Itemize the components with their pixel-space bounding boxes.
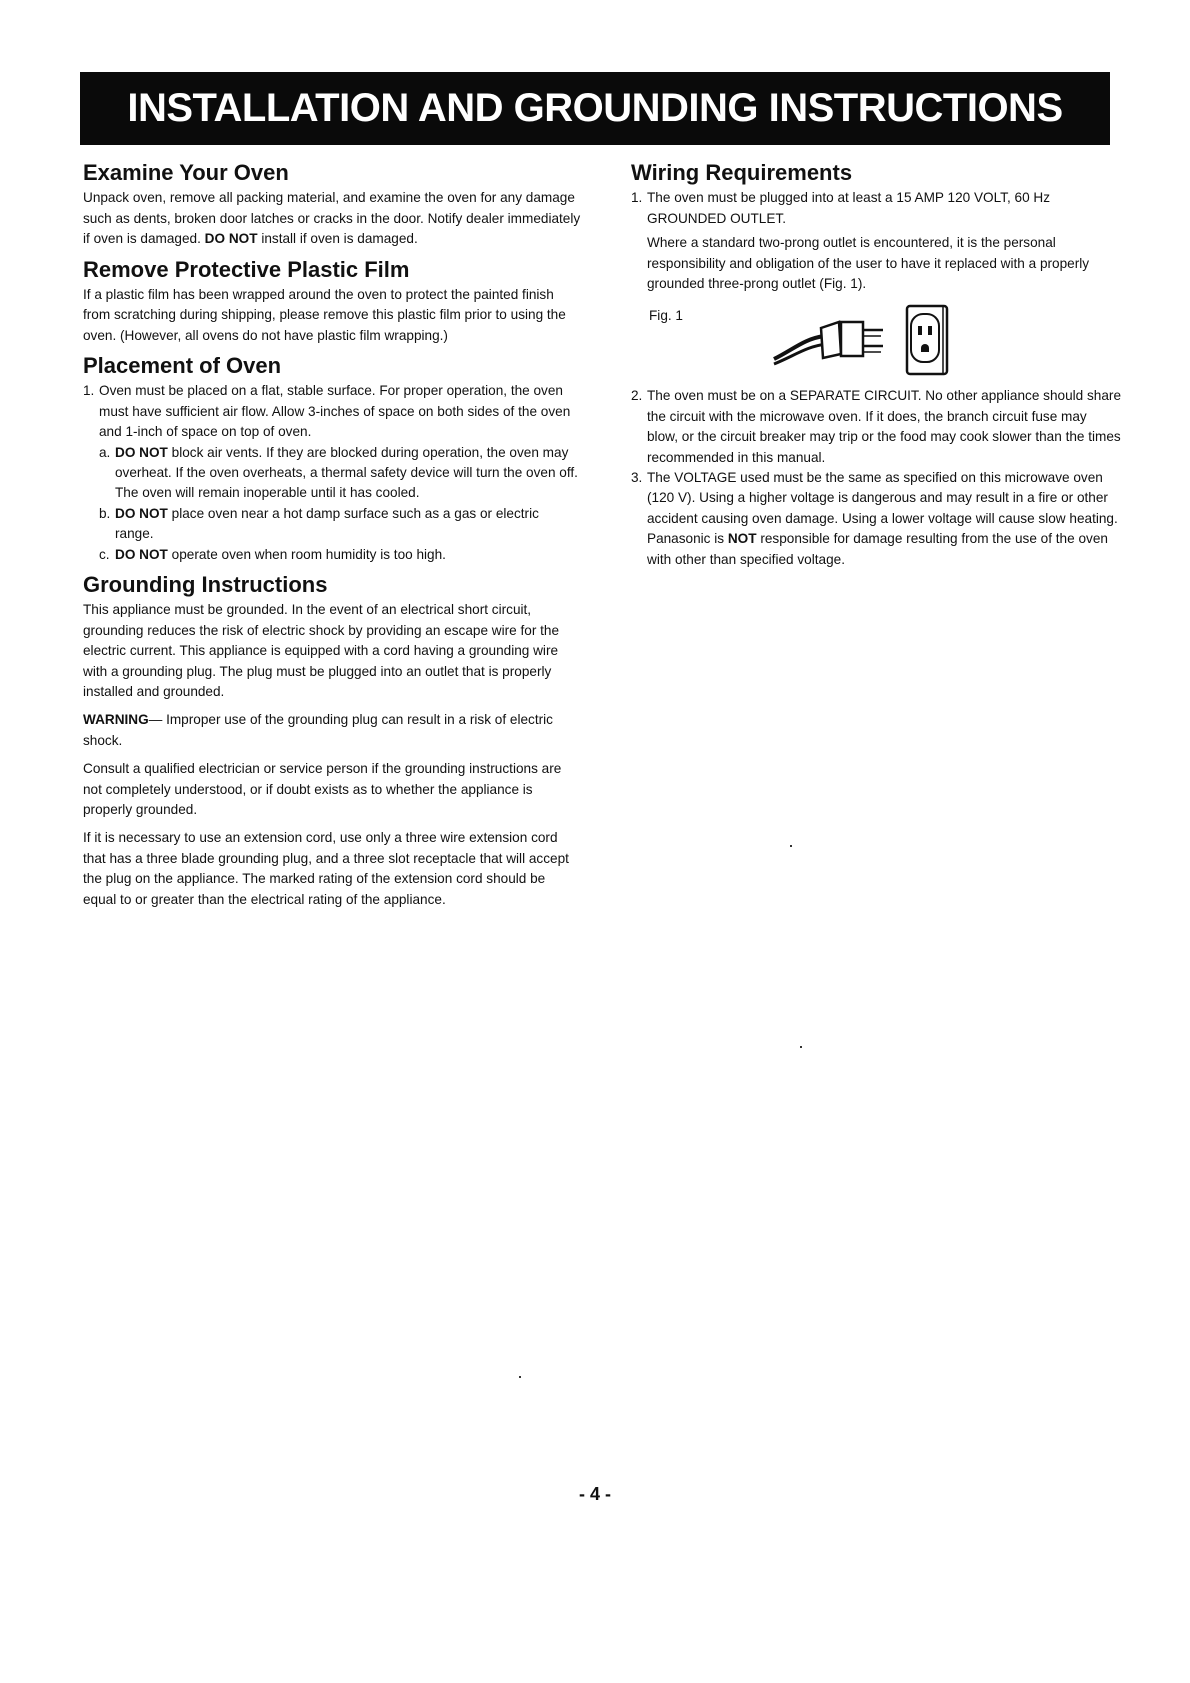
placement-list [83,381,581,565]
heading-wiring: Wiring Requirements [631,160,853,185]
sub-b-text: place oven near a hot damp surface such as a gas or electric range. [115,505,539,542]
warning-text: — Improper use of the grounding plug can result in a risk of electric shock. [83,712,553,748]
examine-bold: DO NOT [204,231,258,247]
heading-film: Remove Protective Plastic Film [83,256,410,282]
placement-item-1 [83,381,581,565]
heading-placement: Placement of Oven [83,353,282,379]
wiring-item-1 [631,188,1121,294]
sub-a-text: block air vents. If they are blocked during operation, the oven may overheat. If the oven overheats, a thermal safety device will turn the oven off. The oven will remain inoperable until it has cooled. [115,444,578,501]
wiring-item-1-p2: Where a standard two-prong outlet is encountered, it is the personal responsibility and obligation of the user to have it replaced with a properly grounded three-prong outlet (Fig. 1). [647,235,1090,291]
heading-examine: Examine Your Oven [83,160,289,185]
sub-c-letter: c. [99,546,110,562]
grounding-warning [83,710,581,751]
placement-sub-c [99,545,581,565]
grounding-p3: Consult a qualified electrician or service person if the grounding instructions are not completely understood, or if doubt exists as to whether the appliance is properly grounded. [83,761,562,817]
sub-b-bold: DO NOT [115,505,168,521]
placement-sub-b [99,504,581,545]
wiring-item-2 [631,386,1121,468]
film-text: If a plastic film has been wrapped around the oven to protect the painted finish from scratching during shipping, please remove this plastic film prior to using the oven. (However, all ovens do not have plastic film wrapping.) [83,286,566,343]
page-number: - 4 - [578,1484,611,1504]
grounded-plug-outlet-icon [769,304,969,376]
warning-label: WARNING [83,712,149,728]
examine-text [83,188,581,249]
heading-grounding: Grounding Instructions [83,571,328,597]
section-grounding [83,572,581,910]
placement-item-1-text: Oven must be placed on a flat, stable surface. For proper operation, the oven must have sufficient air flow. Allow 3-inches of space on both sides of the oven and 1-inch of space on top of oven. [99,383,571,440]
sub-c-text: operate oven when room humidity is too high. [167,546,446,562]
right-column [631,160,1121,577]
title-banner [80,72,1110,145]
wiring-item-3 [631,468,1121,570]
sub-a-letter: a. [99,444,111,460]
wiring-list-continued [631,386,1121,570]
placement-sub-a [99,443,581,504]
placement-item-1-number: 1. [83,383,95,399]
sub-a-bold: DO NOT [115,444,168,460]
examine-text-a: Unpack oven, remove all packing material, and examine the oven for any damage such as dents, broken door latches or cracks in the door. Notify dealer immediately if oven is damaged. [83,190,581,247]
grounding-p1: This appliance must be grounded. In the event of an electrical short circuit, grounding reduces the risk of electric shock by providing an escape wire for the electric current. This appliance is equipped with a cord having a grounding wire with a grounding plug. The plug must be plugged into an outlet that is properly installed and grounded. [83,602,560,699]
placement-sublist [99,443,581,565]
wiring-item-3-bold: NOT [727,531,757,547]
wiring-item-3-text-b: responsible for damage resulting from the use of the oven with other than specified voltage. [647,531,1108,567]
sub-b-letter: b. [99,505,111,521]
examine-text-b: install if oven is damaged. [257,231,418,247]
page-title: INSTALLATION AND GROUNDING INSTRUCTIONS [127,86,1063,130]
section-placement [83,353,581,565]
wiring-item-1-text: The oven must be plugged into at least a 15 AMP 120 VOLT, 60 Hz GROUNDED OUTLET. [647,190,1051,226]
figure-1 [649,304,1121,376]
wiring-item-2-number: 2. [631,388,643,404]
wiring-item-3-text-a: The VOLTAGE used must be the same as specified on this microwave oven (120 V). Using a higher voltage is dangerous and may result in a fire or other accident causing oven damage. Using a lower voltage will cause slow heating. Panasonic is [647,469,1118,547]
section-examine [83,160,581,250]
scan-speck [519,1376,521,1378]
section-wiring [631,160,1121,570]
wiring-list [631,188,1121,294]
sub-c-bold: DO NOT [115,546,168,562]
scan-speck [800,1046,802,1048]
wiring-item-1-number: 1. [631,190,643,206]
wiring-item-3-number: 3. [631,469,643,485]
grounding-p4: If it is necessary to use an extension cord, use only a three wire extension cord that has a three blade grounding plug, and a three slot receptacle that will accept the plug on the appliance. The marked rating of the extension cord should be equal to or greater than the electrical rating of the appliance. [83,830,569,907]
section-film [83,257,581,347]
scan-speck [790,845,792,847]
figure-1-label: Fig. 1 [649,308,683,324]
wiring-item-2-text: The oven must be on a SEPARATE CIRCUIT. No other appliance should share the circuit with the microwave oven. If it does, the branch circuit fuse may blow, or the circuit breaker may trip or the food may cook slower than the times recommended in this manual. [647,388,1122,465]
left-column [83,160,581,917]
